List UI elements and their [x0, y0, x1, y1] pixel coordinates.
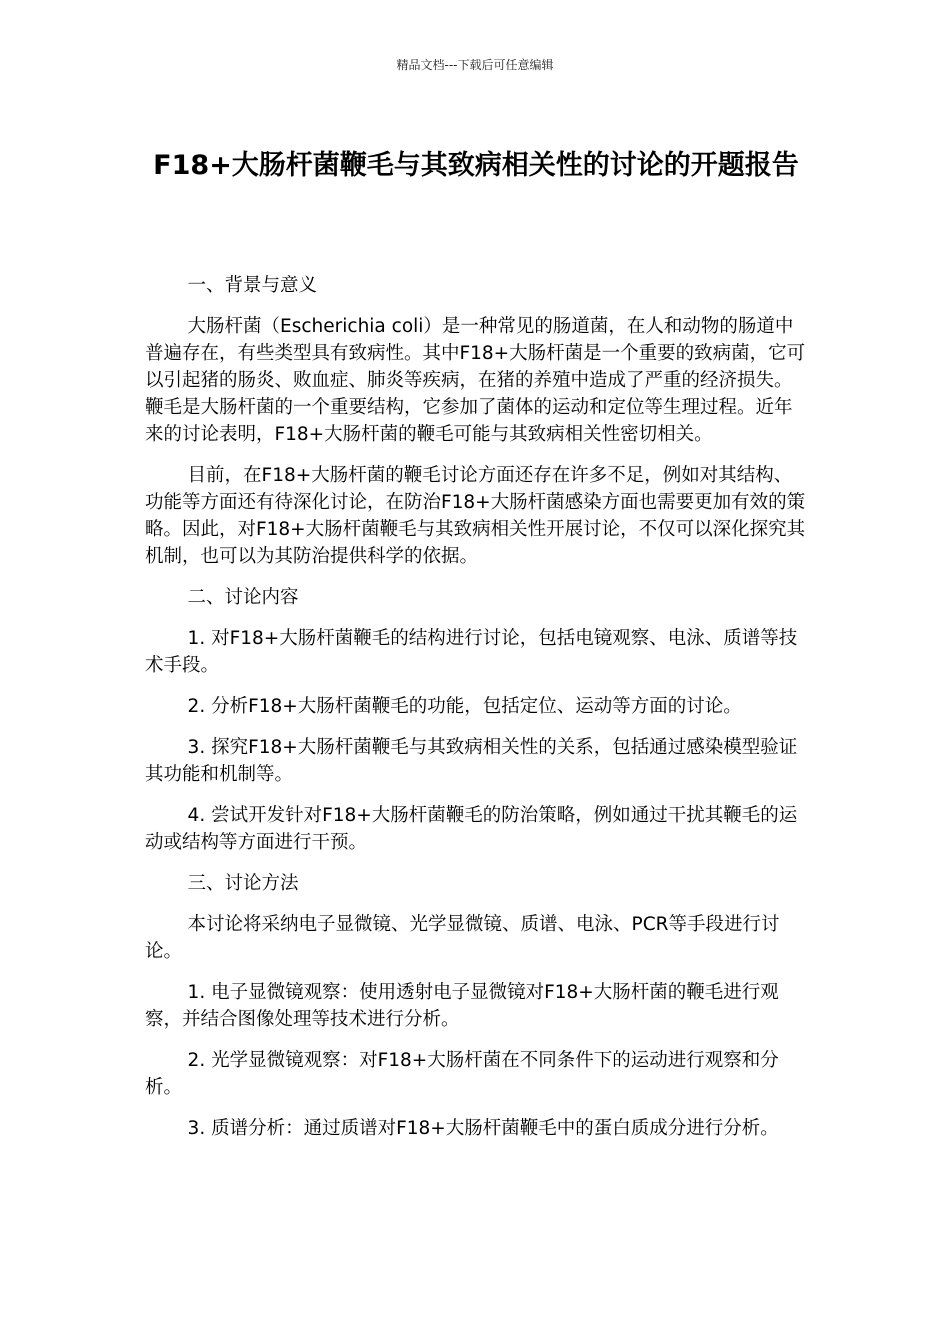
document-body	[145, 272, 807, 1156]
list-item: 3. 质谱分析：通过质谱对F18+大肠杆菌鞭毛中的蛋白质成分进行分析。	[187, 1118, 779, 1139]
list-item: 2. 光学显微镜观察：对F18+大肠杆菌在不同条件下的运动进行观察和分析。	[145, 1050, 779, 1098]
section-heading-background: 一、背景与意义	[187, 275, 318, 296]
paragraph: 目前，在F18+大肠杆菌的鞭毛讨论方面还存在许多不足，例如对其结构、功能等方面还有待深化讨论，在防治F18+大肠杆菌感染方面也需要更加有效的策略。因此，对F18+大肠杆菌鞭毛与其致病相关性开展讨论，不仅可以深化探究其机制，也可以为其防治提供科学的依据。	[145, 465, 806, 567]
paragraph: 本讨论将采纳电子显微镜、光学显微镜、质谱、电泳、PCR等手段进行讨论。	[145, 914, 780, 962]
list-item: 1. 电子显微镜观察：使用透射电子显微镜对F18+大肠杆菌的鞭毛进行观察，并结合图像处理等技术进行分析。	[145, 982, 779, 1030]
list-item: 4. 尝试开发针对F18+大肠杆菌鞭毛的防治策略，例如通过干扰其鞭毛的运动或结构等方面进行干预。	[145, 805, 798, 853]
list-item: 1. 对F18+大肠杆菌鞭毛的结构进行讨论，包括电镜观察、电泳、质谱等技术手段。	[145, 628, 798, 676]
section-heading-content: 二、讨论内容	[187, 587, 299, 608]
header-note: 精品文档---下载后可任意编辑	[396, 58, 554, 72]
section-heading-methods: 三、讨论方法	[187, 873, 299, 894]
paragraph: 大肠杆菌（Escherichia coli）是一种常见的肠道菌，在人和动物的肠道中普遍存在，有些类型具有致病性。其中F18+大肠杆菌是一个重要的致病菌，它可以引起猪的肠炎、败血症、肺炎等疾病，在猪的养殖中造成了严重的经济损失。鞭毛是大肠杆菌的一个重要结构，它参加了菌体的运动和定位等生理过程。近年来的讨论表明，F18+大肠杆菌的鞭毛可能与其致病相关性密切相关。	[145, 316, 806, 445]
document-title: F18+大肠杆菌鞭毛与其致病相关性的讨论的开题报告	[153, 150, 799, 181]
list-item: 2. 分析F18+大肠杆菌鞭毛的功能，包括定位、运动等方面的讨论。	[187, 696, 742, 717]
list-item: 3. 探究F18+大肠杆菌鞭毛与其致病相关性的关系，包括通过感染模型验证其功能和机制等。	[145, 737, 798, 785]
